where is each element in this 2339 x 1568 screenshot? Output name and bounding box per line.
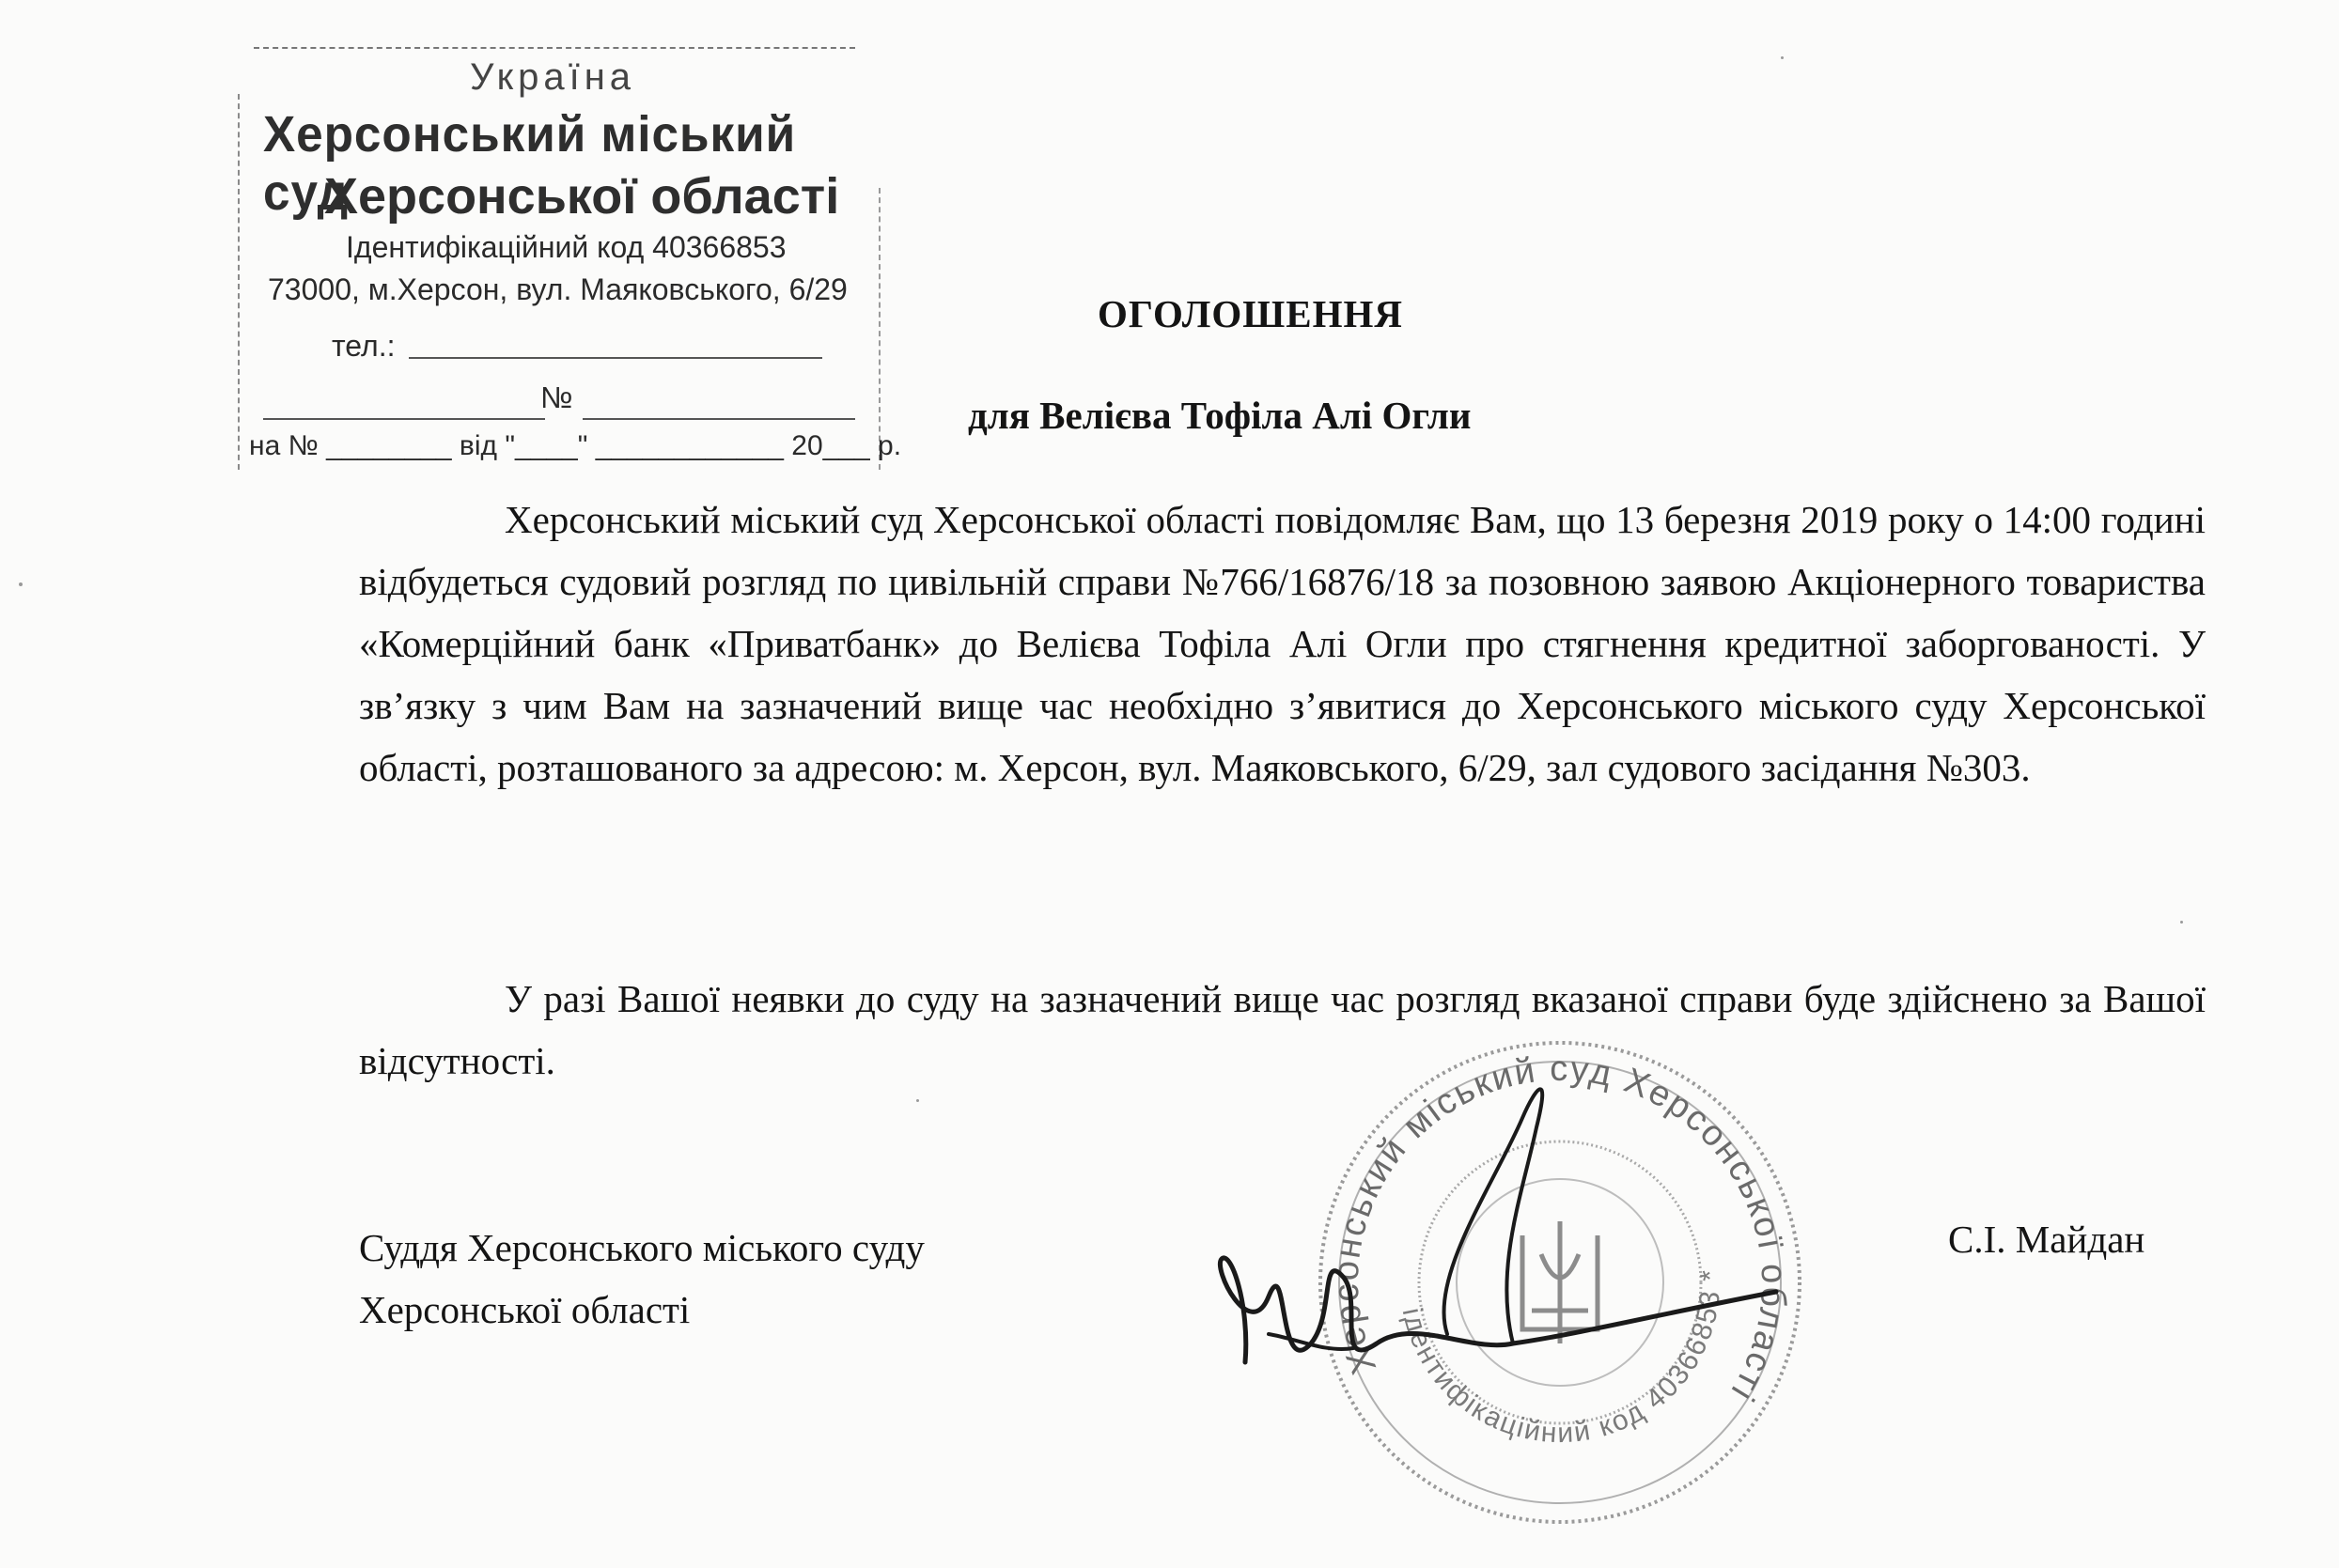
stamp-number-line-right xyxy=(583,418,855,420)
document-recipient: для Велієва Тофіла Алі Огли xyxy=(968,394,1472,437)
stamp-reference-line: на № ________ від "____" ____________ 20___ р. xyxy=(249,430,902,461)
body-paragraph-2: У разі Вашої неявки до суду на зазначений вище час розгляд вказаної справи буде здійснено за Вашої відсутності. xyxy=(359,977,2206,1082)
stamp-border-right xyxy=(879,188,881,470)
scan-speck xyxy=(2180,921,2183,924)
stamp-country: Україна xyxy=(470,56,636,98)
signature-title xyxy=(359,1217,925,1341)
stamp-address: 73000, м.Херсон, вул. Маяковського, 6/29 xyxy=(268,272,848,306)
scan-speck xyxy=(19,582,23,586)
signature-title-line-1: Суддя Херсонського міського суду xyxy=(359,1226,925,1269)
stamp-region: Херсонської області xyxy=(324,168,840,225)
stamp-border-top xyxy=(254,47,855,49)
stamp-court-name: Херсонський міський суд xyxy=(263,106,797,221)
seal-inner-text: ідентифікаційний код 40366853 * xyxy=(1396,1267,1727,1450)
stamp-number-line-left xyxy=(263,418,545,420)
body-paragraph-1: Херсонський міський суд Херсонської області повідомляє Вам, що 13 березня 2019 року о 14:00 годині відбудеться судовий розгляд по цивільній справи №766/16876/18 за позовною заявою Акціонерного товариства «Комерційний банк «Приватбанк» до Велієва Тофіла Алі Огли про стягнення кредитної заборгованості. У зв’язку з чим Вам на зазначений вище час необхідно з’явитися до Херсонського міського суду Херсонської області, розташованого за адресою: м. Херсон, вул. Маяковського, 6/29, зал судового засідання №303. xyxy=(359,498,2206,789)
scan-speck xyxy=(1781,56,1784,59)
letterhead-stamp xyxy=(235,38,902,474)
stamp-tel-label: тел.: xyxy=(332,329,396,363)
stamp-number-label: № xyxy=(540,380,573,414)
signature-scribble xyxy=(1212,1062,1814,1409)
seal-outer-text: Херсонський міський суд Херсонської області xyxy=(1326,1048,1794,1409)
scan-speck xyxy=(916,1099,919,1102)
stamp-border-left xyxy=(238,94,240,470)
signatory-name: С.І. Майдан xyxy=(1948,1218,2145,1261)
stamp-tel-line xyxy=(409,357,822,359)
signature-title-line-2: Херсонської області xyxy=(359,1288,691,1331)
document-title: ОГОЛОШЕННЯ xyxy=(1098,292,1404,335)
stamp-id-code: Ідентифікаційний код 40366853 xyxy=(346,230,787,264)
